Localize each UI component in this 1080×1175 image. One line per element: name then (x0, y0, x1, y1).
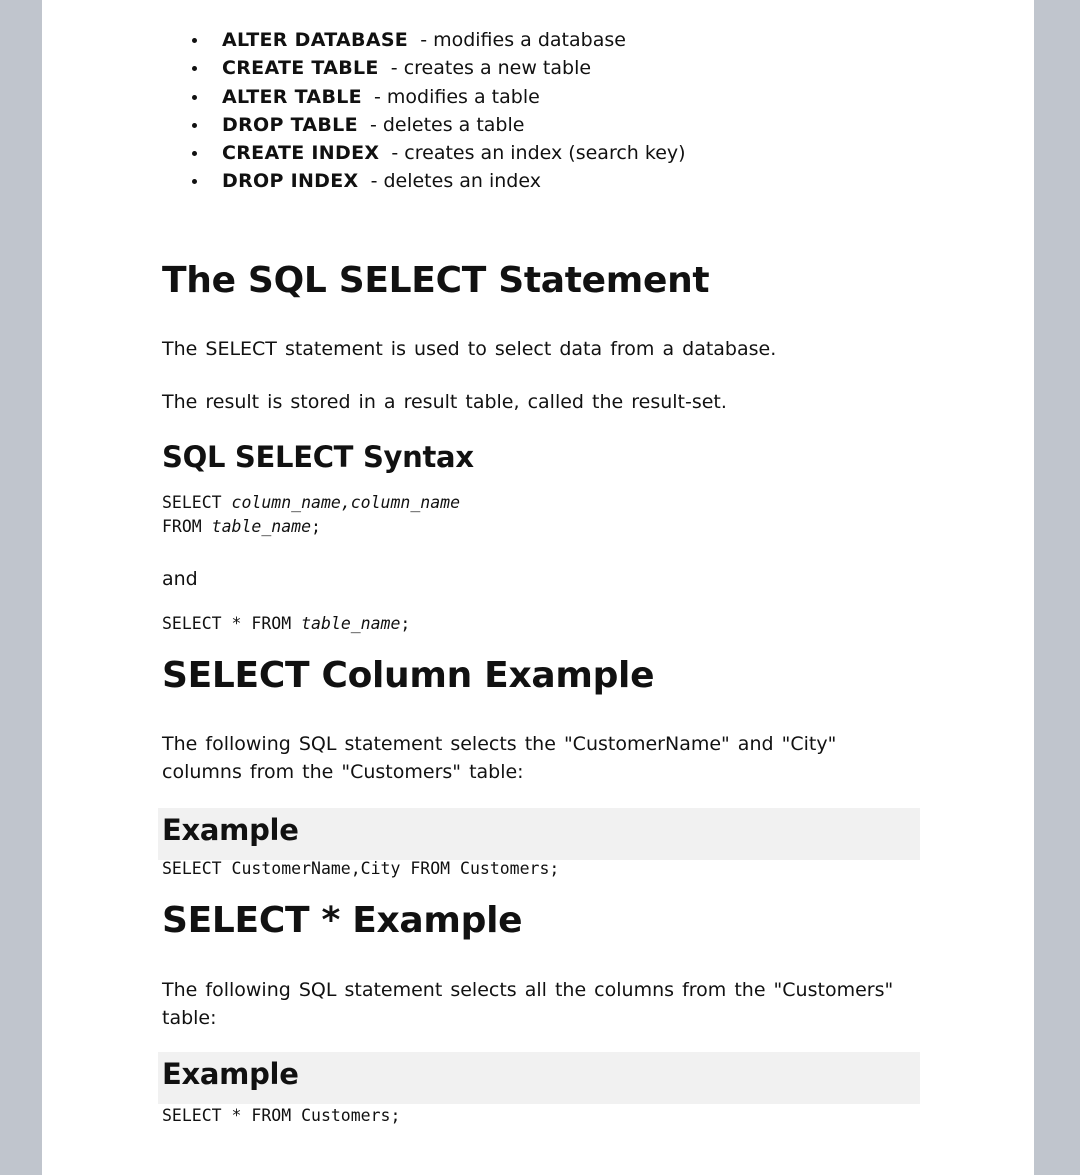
list-item (192, 139, 892, 167)
code-placeholder: table_name (211, 517, 312, 536)
command-keyword: DROP INDEX (222, 170, 359, 193)
code-terminator: ; (311, 517, 321, 536)
sql-command-list (192, 26, 892, 196)
command-description: - deletes a table (369, 113, 525, 136)
code-terminator: ; (400, 614, 411, 633)
code-keyword: SELECT (162, 493, 232, 512)
document-page (42, 0, 1034, 1175)
command-keyword: CREATE INDEX (222, 142, 380, 165)
column-example-box (158, 808, 920, 860)
bullet-icon (192, 179, 197, 184)
bullet-icon (192, 123, 197, 128)
select-statement-heading: The SQL SELECT Statement (162, 260, 710, 301)
code-placeholder: table_name (301, 614, 401, 633)
list-item (192, 83, 892, 111)
command-description: - creates a new table (390, 57, 592, 80)
syntax-star-code (162, 612, 410, 636)
code-keyword: FROM (162, 517, 212, 536)
command-keyword: CREATE TABLE (222, 57, 379, 80)
command-description: - modifies a database (420, 29, 626, 51)
star-example-heading: SELECT * Example (162, 900, 523, 941)
star-example-paragraph: The following SQL statement selects all the columns from the "Customers" table: (162, 979, 894, 1029)
command-keyword: ALTER DATABASE (222, 29, 409, 51)
column-example-code: SELECT CustomerName,City FROM Customers; (162, 859, 560, 878)
list-item (192, 111, 892, 139)
bullet-icon (192, 151, 197, 156)
syntax-heading: SQL SELECT Syntax (162, 440, 474, 474)
star-example-code: SELECT * FROM Customers; (162, 1106, 401, 1125)
list-item (192, 167, 892, 195)
column-example-heading: SELECT Column Example (162, 655, 655, 696)
select-intro-paragraph: The SELECT statement is used to select data from a database. (162, 338, 777, 360)
code-placeholder: column_name,column_name (231, 493, 461, 512)
example-label: Example (162, 1057, 299, 1091)
bullet-icon (192, 38, 197, 43)
command-description: - creates an index (search key) (391, 142, 686, 165)
list-item (192, 26, 892, 54)
command-keyword: ALTER TABLE (222, 85, 362, 108)
bullet-icon (192, 66, 197, 71)
bullet-icon (192, 95, 197, 100)
list-item (192, 54, 892, 82)
command-description: - modifies a table (374, 85, 540, 108)
column-example-paragraph: The following SQL statement selects the "CustomerName" and "City" columns from the "Customers" table: (162, 733, 837, 783)
command-keyword: DROP TABLE (222, 113, 358, 136)
code-keyword: SELECT * FROM (162, 614, 302, 633)
example-label: Example (162, 813, 299, 847)
result-set-paragraph: The result is stored in a result table, called the result-set. (162, 391, 727, 413)
star-example-box (158, 1052, 920, 1104)
command-description: - deletes an index (370, 170, 541, 193)
and-text: and (162, 568, 198, 590)
syntax-code-block (162, 491, 460, 539)
